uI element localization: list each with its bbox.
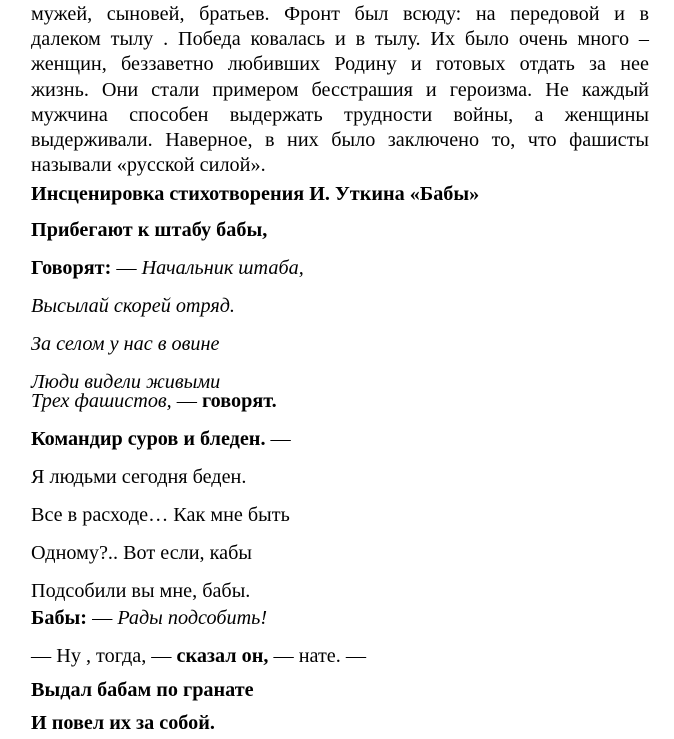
text-run: За селом у нас в овине [31, 333, 220, 355]
intro-line: мужчина способен выдержать трудности войны, а женщины [31, 103, 649, 126]
text-run: Командир суров и бледен. [31, 428, 266, 450]
intro-paragraph [31, 2, 649, 178]
text-run: — [87, 607, 118, 629]
text-run: — [265, 428, 291, 450]
poem-line [31, 427, 661, 451]
text-run: Рады подсобить! [117, 607, 268, 629]
text-run: Одному?.. Вот если, кабы [31, 542, 252, 564]
poem-line [31, 389, 661, 413]
text-run: Люди видели живыми [31, 371, 221, 393]
text-run: Бабы: [31, 607, 88, 629]
poem-line [31, 678, 661, 702]
poem-line [31, 218, 661, 242]
poem-line [31, 503, 661, 527]
text-run: — [111, 257, 142, 279]
intro-line: выдерживали. Наверное, в них было заключено то, что фашисты [31, 129, 649, 152]
intro-line: мужей, сыновей, братьев. Фронт был всюду: на передовой и в [31, 3, 649, 25]
poem-line [31, 294, 661, 318]
poem-line [31, 644, 661, 668]
text-run: Говорят: [31, 257, 112, 279]
text-run: сказал он, [176, 645, 269, 667]
text-run: — Ну , тогда, — [31, 645, 177, 667]
poem-line [31, 579, 661, 603]
text-run: Трех фашистов, [31, 390, 172, 412]
poem-line [31, 541, 661, 565]
section-heading: Инсценировка стихотворения И. Уткина «Бабы» [31, 183, 480, 205]
intro-line: жизнь. Они стали примером бесстрашия и героизма. Не каждый [31, 78, 649, 101]
text-run: Все в расходе… Как мне быть [31, 504, 290, 526]
intro-line: женщин, беззаветно любивших Родину и готовых отдать за нее [31, 53, 649, 76]
text-run: — [171, 390, 203, 412]
poem-line [31, 256, 661, 280]
text-run: Прибегают к штабу бабы, [31, 219, 268, 241]
text-run: говорят. [202, 390, 277, 412]
intro-line: далеком тылу . Победа ковалась и в тылу. Их было очень много – [31, 28, 649, 51]
poem-line [31, 711, 661, 735]
intro-line: называли «русской силой». [31, 154, 266, 177]
text-run: — нате. — [268, 645, 367, 667]
poem-line [31, 465, 661, 489]
poem-line [31, 606, 661, 630]
text-run: Выдал бабам по гранате [31, 679, 254, 701]
text-run: Начальник штаба, [141, 257, 304, 279]
text-run: Я людьми сегодня беден. [31, 466, 247, 488]
text-run: Высылай скорей отряд. [31, 295, 235, 317]
text-run: И повел их за собой. [31, 712, 215, 734]
text-run: Подсобили вы мне, бабы. [31, 580, 251, 602]
poem-line [31, 332, 661, 356]
